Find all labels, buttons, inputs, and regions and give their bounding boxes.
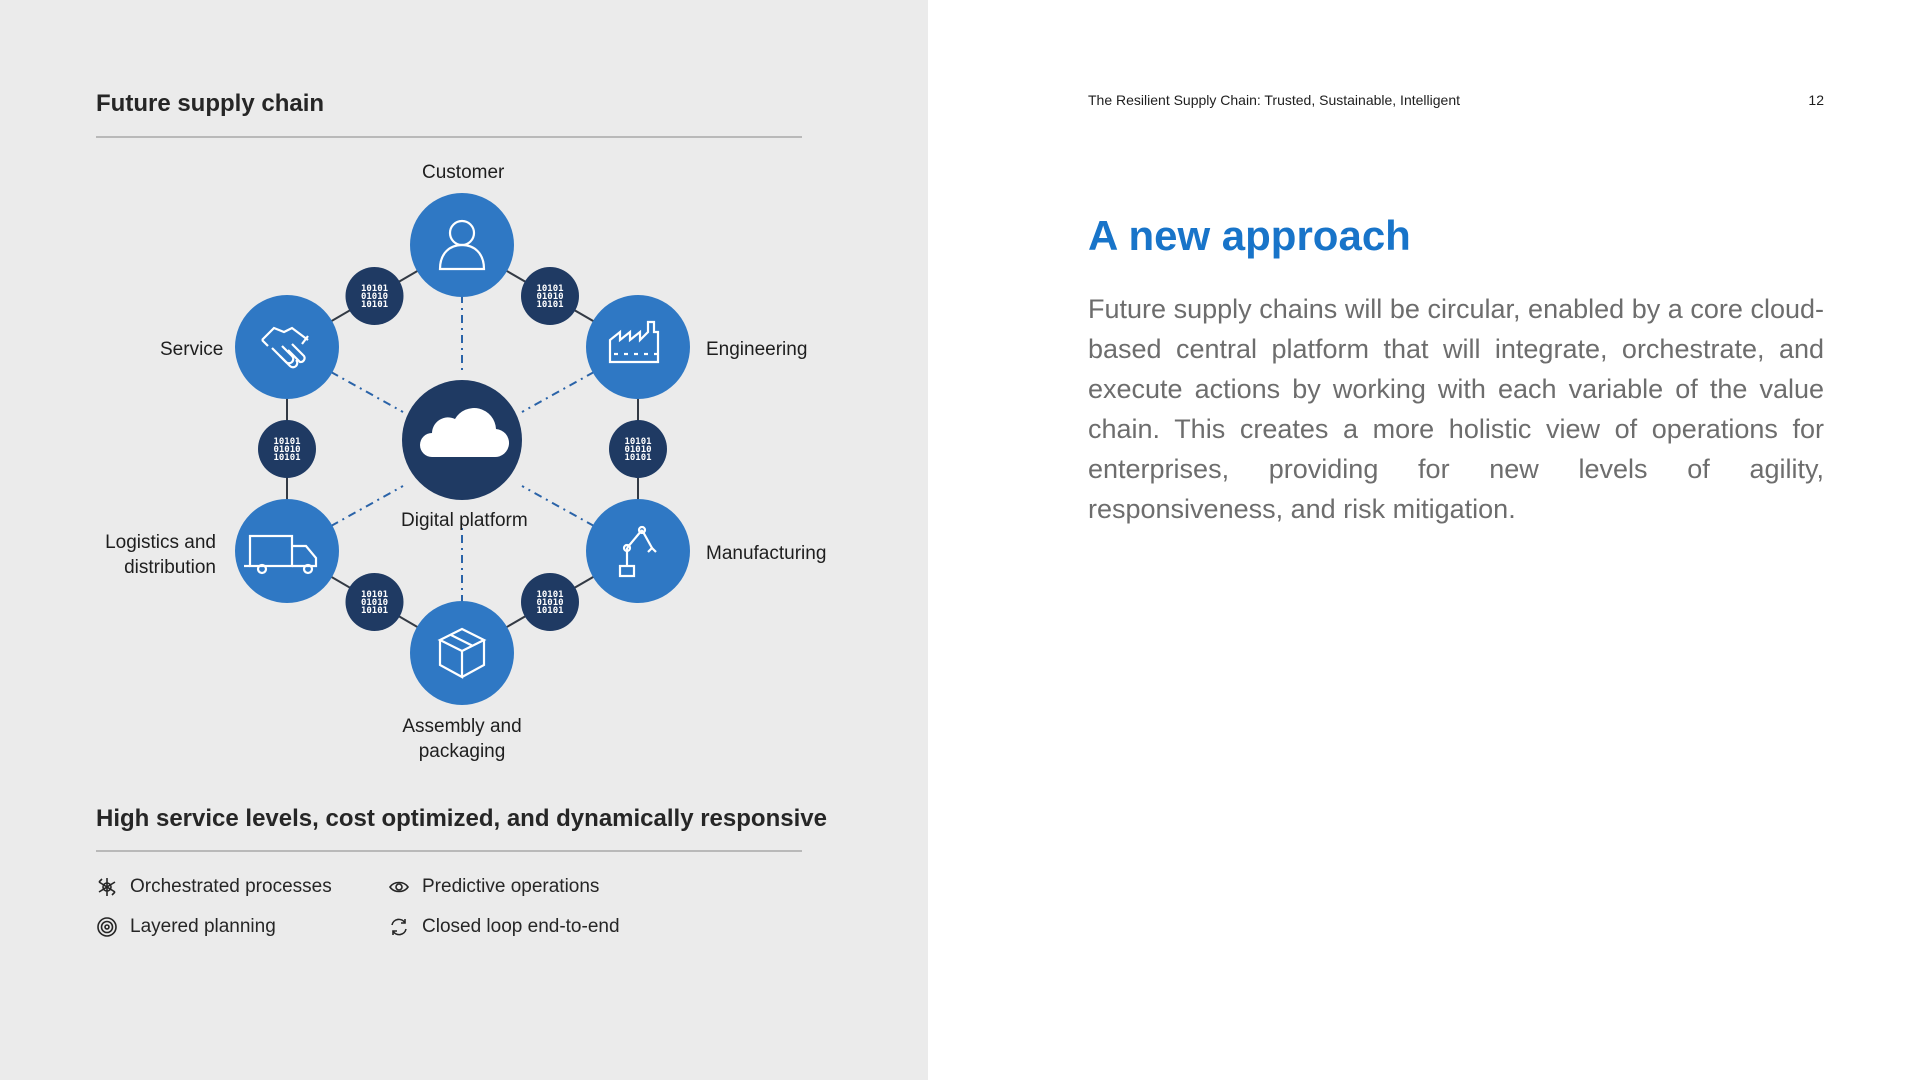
feature-layered <box>96 916 276 938</box>
orchestration-icon <box>96 876 118 898</box>
section-heading: A new approach <box>1088 212 1411 259</box>
svg-text:10101: 10101 <box>624 453 652 463</box>
body-paragraph: Future supply chains will be circular, enabled by a core cloud-based central platform that will integrate, orchestrate, and execute actions by working with each variable of the value chain. This creates a more holistic view of operations for enterprises, providing for new levels of agility, responsiveness, and risk mitigation. <box>1088 294 1824 524</box>
benefits-divider <box>96 850 802 852</box>
document-header-title: The Resilient Supply Chain: Trusted, Sustainable, Intelligent <box>1088 92 1460 108</box>
left-panel <box>0 0 928 1080</box>
feature-label: Orchestrated processes <box>130 876 332 897</box>
binary-data-icon <box>346 267 404 325</box>
svg-text:10101: 10101 <box>536 300 564 310</box>
refresh-icon <box>388 916 410 938</box>
svg-text:10101: 10101 <box>536 606 564 616</box>
layers-circle-icon <box>96 916 118 938</box>
diagram-title: Future supply chain <box>96 90 325 117</box>
customer-label: Customer <box>422 162 505 183</box>
svg-text:10101: 10101 <box>360 606 389 616</box>
svg-text:10101: 10101 <box>360 300 389 310</box>
feature-label: Predictive operations <box>422 876 600 897</box>
digital-platform-label: Digital platform <box>401 510 528 531</box>
svg-text:10101: 10101 <box>536 284 564 294</box>
svg-text:10101: 10101 <box>536 590 564 600</box>
logistics-label: Logistics and distribution <box>105 532 216 578</box>
svg-text:10101: 10101 <box>273 453 301 463</box>
digital-platform-node <box>402 380 522 500</box>
feature-closed-loop <box>388 916 620 938</box>
manufacturing-label: Manufacturing <box>706 543 827 564</box>
svg-text:10101: 10101 <box>624 437 652 447</box>
assembly-node <box>410 601 514 705</box>
binary-data-icon <box>521 267 579 325</box>
manufacturing-node <box>586 499 690 603</box>
diagram-graphic <box>0 150 928 770</box>
binary-data-icon <box>609 420 667 478</box>
page-number: 12 <box>1808 92 1824 108</box>
eye-icon <box>388 876 410 898</box>
benefits-title: High service levels, cost optimized, and dynamically responsive <box>96 805 827 832</box>
title-divider <box>96 136 802 138</box>
service-node <box>235 295 339 399</box>
feature-label: Layered planning <box>130 916 276 937</box>
svg-text:01010: 01010 <box>360 292 389 302</box>
engineering-node <box>586 295 690 399</box>
assembly-label: Assembly and packaging <box>402 716 522 762</box>
feature-predictive <box>388 876 599 898</box>
binary-data-icon <box>346 573 404 631</box>
svg-text:01010: 01010 <box>360 598 389 608</box>
svg-text:01010: 01010 <box>273 445 301 455</box>
svg-text:01010: 01010 <box>624 445 652 455</box>
customer-node <box>410 193 514 297</box>
binary-data-icon <box>521 573 579 631</box>
supply-chain-diagram <box>0 150 928 770</box>
svg-text:10101: 10101 <box>360 284 389 294</box>
logistics-node <box>235 499 339 603</box>
service-label: Service <box>160 339 224 360</box>
svg-text:10101: 10101 <box>273 437 301 447</box>
svg-text:10101: 10101 <box>360 590 389 600</box>
binary-data-icon <box>258 420 316 478</box>
feature-label: Closed loop end-to-end <box>422 916 620 937</box>
feature-orchestrated <box>96 876 332 898</box>
svg-text:01010: 01010 <box>536 598 564 608</box>
svg-text:01010: 01010 <box>536 292 564 302</box>
engineering-label: Engineering <box>706 339 808 360</box>
